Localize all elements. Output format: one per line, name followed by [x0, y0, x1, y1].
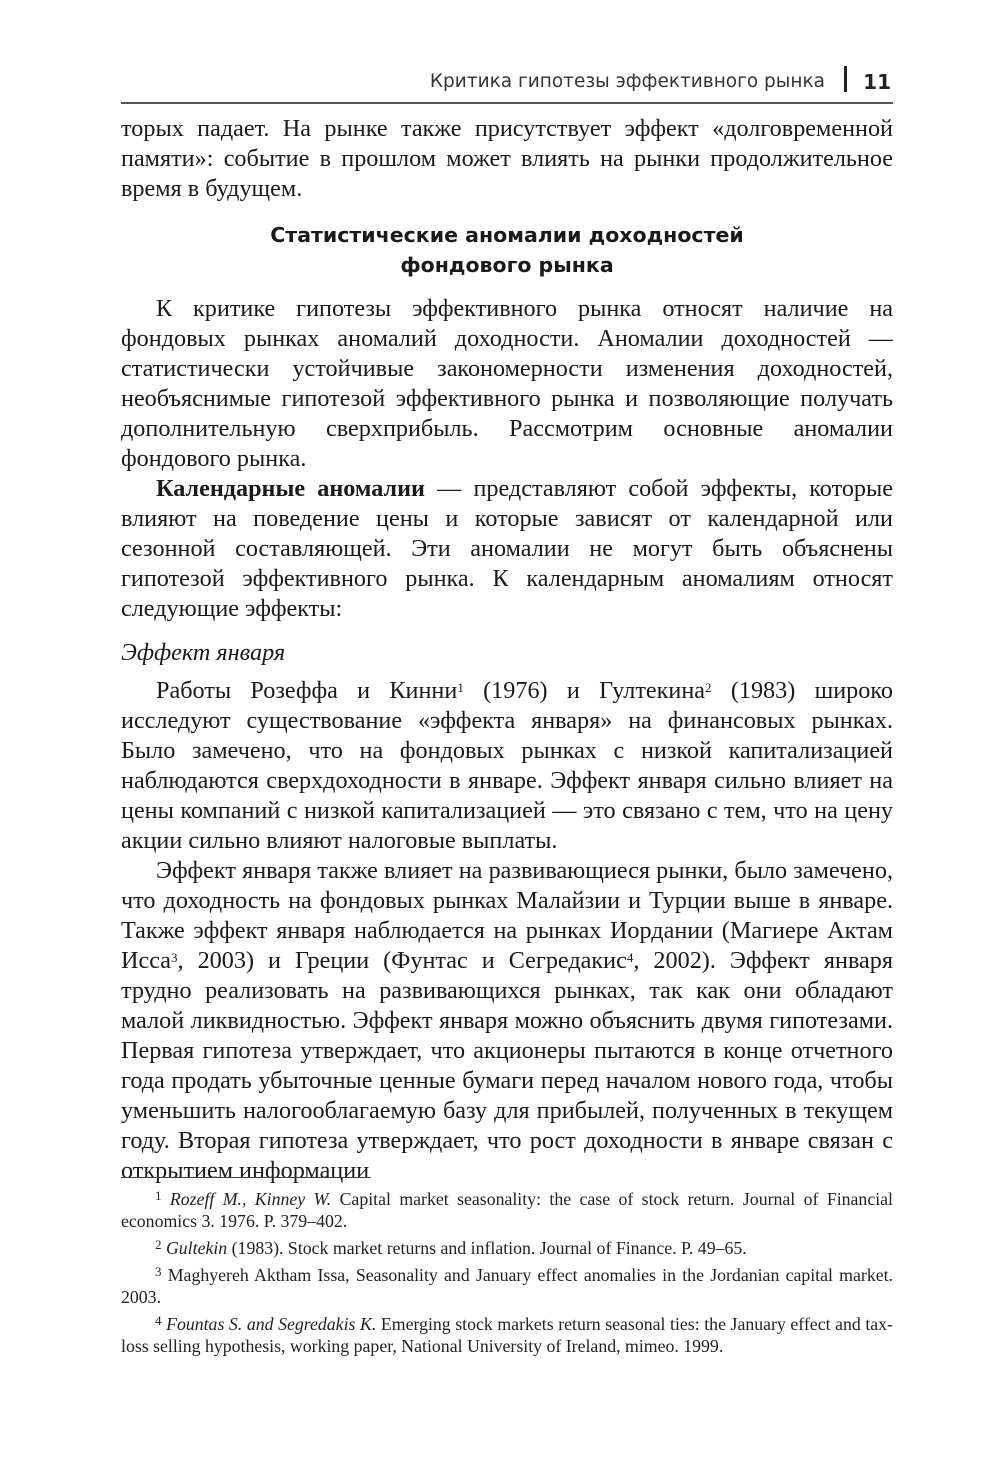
text-run: (1983) широко исследуют существование «эффекта января» на финансовых рынках. Было замечено, что на фондовых рынках с низкой капитализацией наблюдаются сверхдоходности в январе. Эффект января сильно влияет на цены компаний с низкой капитализацией — это связано с тем, что на цену акции сильно влияют налоговые выплаты.	[121, 677, 893, 854]
footnote-number: 2	[155, 1237, 162, 1252]
footnote-author: Gultekin	[165, 1238, 228, 1258]
footnote-1	[121, 1188, 893, 1232]
footnotes	[121, 1188, 893, 1362]
paragraph-emerging-markets	[121, 856, 893, 1186]
footnote-number: 4	[155, 1313, 162, 1328]
footnote-author: Rozeff M., Kinney W.	[169, 1189, 332, 1209]
footnote-ref-2[interactable]: 2	[705, 680, 712, 695]
footnote-ref-4[interactable]: 4	[626, 950, 634, 965]
footnote-text: Emerging stock markets return seasonal ties: the January effect and tax-loss selling hypothesis, working paper, National University of Ireland, mimeo. 1999.	[121, 1314, 893, 1356]
text-run: , 2003) и Греции (Фунтас и Сегредакис	[177, 947, 627, 974]
paragraph-january-effect-studies	[121, 676, 893, 856]
footnote-ref-1[interactable]: 1	[457, 680, 464, 695]
section-title	[121, 220, 893, 280]
footnote-text: Capital market seasonality: the case of stock return. Journal of Financial economics 3. 1976. P. 379–402.	[121, 1189, 893, 1231]
footnote-divider	[121, 1177, 371, 1178]
footnote-text: (1983). Stock market returns and inflation. Journal of Finance. P. 49–65.	[227, 1238, 747, 1258]
footnote-2	[121, 1237, 893, 1259]
text-run: Работы Розеффа и Кинни	[156, 677, 458, 704]
main-text	[121, 114, 893, 1186]
running-title: Критика гипотезы эффективного рынка	[429, 71, 825, 92]
text-run: Эффект января также влияет на развивающиеся рынки, было замечено, что доходность на фондовых рынках Малайзии и Турции выше в январе. Также эффект января наблюдается на рынках Иордании (Магиере Актам Исса	[121, 857, 893, 974]
footnote-number: 1	[155, 1188, 162, 1203]
calendar-anomalies-term: Календарные аномалии	[156, 475, 425, 502]
paragraph-calendar-anomalies	[121, 474, 893, 624]
text-run: , 2002). Эффект января трудно реализовать на развивающихся рынках, так как они обладают малой ликвидностью. Эффект января можно объяснить двумя гипотезами. Первая гипотеза утверждает, что акционеры пытаются в конце отчетного года продать убыточные ценные бумаги перед началом нового года, чтобы уменьшить налогооблагаемую базу для прибылей, полученных в текущем году. Вторая гипотеза утверждает, что рост доходности в январе связан с открытием информации	[121, 947, 894, 1184]
footnote-number: 3	[155, 1264, 162, 1279]
calendar-anomalies-definition: — представляют собой эффекты, которые влияют на поведение цены и которые зависят от календарной или сезонной составляющей. Эти аномалии не могут быть объяснены гипотезой эффективного рынка. К календарным аномалиям относят следующие эффекты:	[121, 475, 894, 622]
paragraph-anomalies-intro: К критике гипотезы эффективного рынка относят наличие на фондовых рынках аномалий доходности. Аномалии доходностей — статистически устойчивые закономерности изменения доходностей, необъяснимые гипотезой эффективного рынка и позволяющие получать дополнительную сверхприбыль. Рассмотрим основные аномалии фондового рынка.	[121, 295, 893, 472]
footnote-ref-3[interactable]: 3	[170, 950, 178, 965]
footnote-3	[121, 1264, 893, 1308]
text-run: (1976) и Гултекина	[463, 677, 706, 704]
section-title-line-2: фондового рынка	[400, 253, 614, 277]
page-number: 11	[863, 70, 891, 94]
footnote-text: Maghyereh Aktham Issa, Seasonality and January effect anomalies in the Jordanian capital market. 2003.	[121, 1265, 893, 1307]
footnote-author: Fountas S. and Segredakis K.	[166, 1314, 377, 1334]
section-title-line-1: Статистические аномалии доходностей	[270, 223, 744, 247]
header-divider	[844, 66, 847, 92]
footnote-4	[121, 1313, 893, 1357]
subsection-title: Эффект января	[121, 639, 286, 666]
paragraph-continued: торых падает. На рынке также присутствует эффект «долговременной памяти»: событие в прошлом может влиять на рынки продолжительное время в будущем.	[121, 115, 893, 202]
running-header	[121, 62, 893, 104]
